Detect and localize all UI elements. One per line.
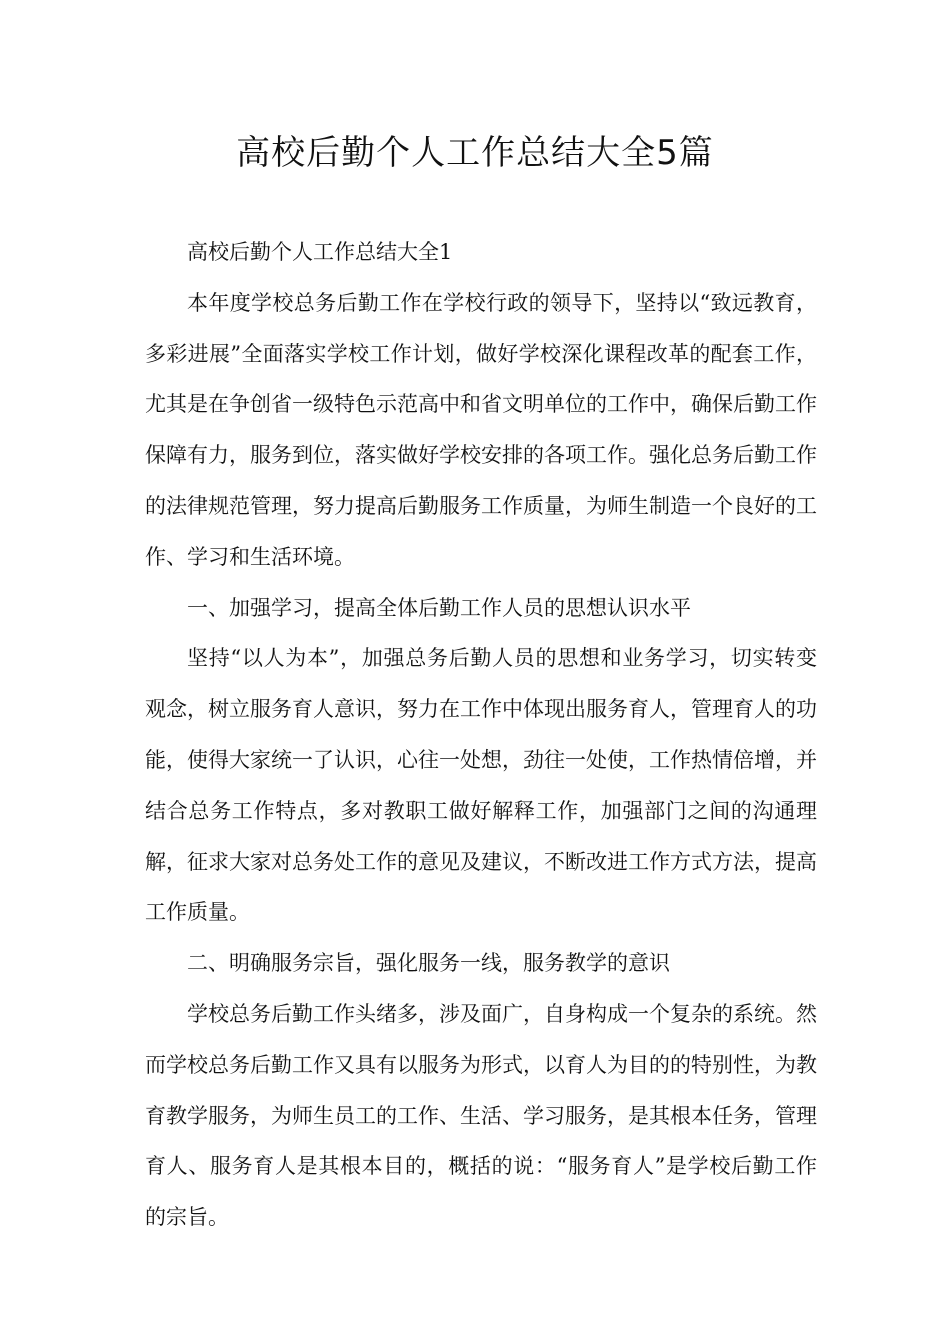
body-paragraph: 坚持“以人为本”，加强总务后勤人员的思想和业务学习，切实转变观念，树立服务育人意识，努力在工作中体现出服务育人，管理育人的功能，使得大家统一了认识，心往一处想，劲往一处使，工作热情倍增，并结合总务工作特点，多对教职工做好解释工作，加强部门之间的沟通理解，征求大家对总务处工作的意见及建议，不断改进工作方式方法，提高工作质量。 — [145, 646, 817, 925]
document-body — [145, 227, 817, 1243]
body-paragraph: 学校总务后勤工作头绪多，涉及面广，自身构成一个复杂的系统。然而学校总务后勤工作又具有以服务为形式，以育人为目的的特别性，为教育教学服务，为师生员工的工作、生活、学习服务，是其根本任务，管理育人、服务育人是其根本目的，概括的说：“服务育人”是学校后勤工作的宗旨。 — [145, 1001, 817, 1230]
section-heading: 二、明确服务宗旨，强化服务一线，服务教学的意识 — [187, 951, 670, 976]
document-title: 高校后勤个人工作总结大全5篇 — [236, 133, 714, 173]
section-heading: 一、加强学习，提高全体后勤工作人员的思想认识水平 — [187, 595, 691, 620]
body-paragraph: 本年度学校总务后勤工作在学校行政的领导下，坚持以“致远教育，多彩进展”全面落实学校工作计划，做好学校深化课程改革的配套工作，尤其是在争创省一级特色示范高中和省文明单位的工作中，确保后勤工作保障有力，服务到位，落实做好学校安排的各项工作。强化总务后勤工作的法律规范管理，努力提高后勤服务工作质量，为师生制造一个良好的工作、学习和生活环境。 — [145, 290, 817, 569]
section-heading: 高校后勤个人工作总结大全1 — [187, 240, 453, 264]
